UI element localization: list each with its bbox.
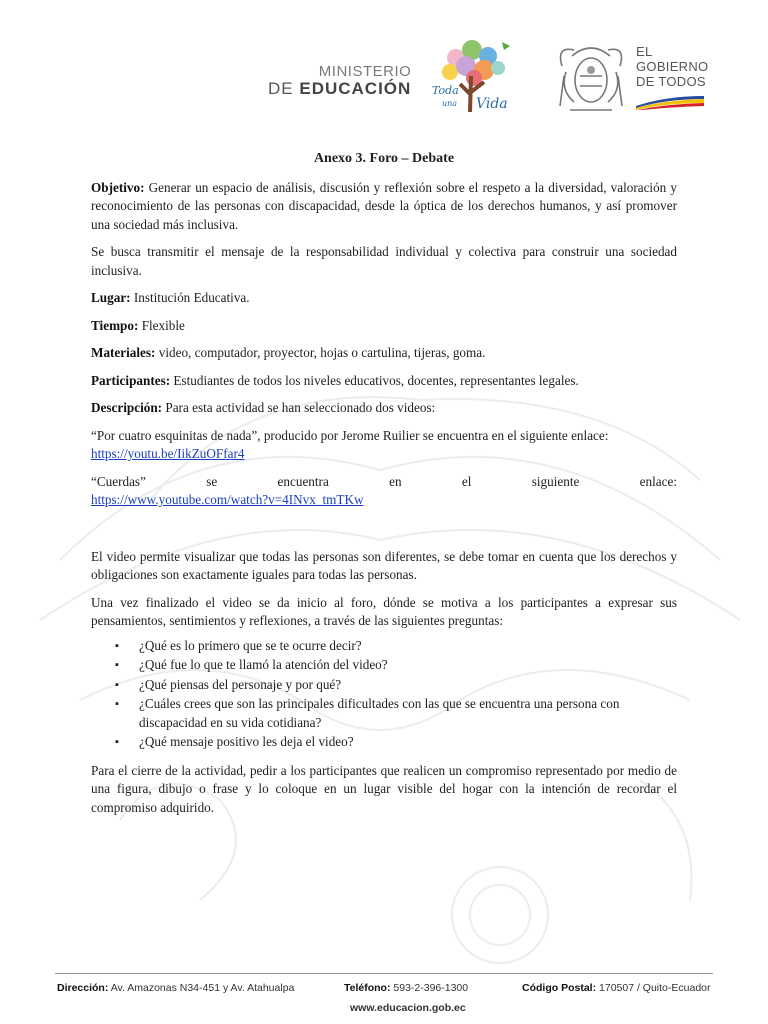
flag-stripes-icon bbox=[636, 94, 706, 110]
footer-telefono bbox=[344, 982, 468, 994]
tiempo-label: Tiempo: bbox=[91, 317, 139, 333]
video2-word: en bbox=[389, 473, 402, 489]
page-header bbox=[0, 0, 768, 130]
ministerio-logo bbox=[268, 64, 411, 98]
list-item: ▪ ¿Qué mensaje positivo les deja el video? bbox=[115, 733, 677, 752]
descripcion-text: Para esta actividad se han seleccionado dos videos: bbox=[162, 400, 436, 415]
descripcion-paragraph bbox=[91, 399, 677, 418]
video-permite-paragraph: El video permite visualizar que todas las personas son diferentes, se debe tomar en cuenta que los derechos y obligaciones son exactamente iguales para todas las personas. bbox=[91, 548, 677, 582]
footer-direccion bbox=[57, 982, 294, 994]
questions-list bbox=[91, 637, 677, 752]
gobierno-line-1: EL bbox=[636, 44, 653, 59]
tiempo-text: Flexible bbox=[138, 317, 185, 333]
footer-website-link[interactable]: www.educacion.gob.ec bbox=[350, 1002, 466, 1014]
video2-word: “Cuerdas” bbox=[91, 473, 146, 489]
svg-text:una: una bbox=[442, 99, 458, 108]
list-item: ▪ ¿Qué es lo primero que se te ocurre decir? bbox=[115, 637, 677, 656]
objetivo-label: Objetivo: bbox=[91, 179, 145, 195]
materiales-label: Materiales: bbox=[91, 345, 156, 360]
tiempo-paragraph bbox=[91, 317, 677, 336]
video2-word: encuentra bbox=[277, 473, 329, 489]
list-item: ▪ ¿Cuáles crees que son las principales dificultades con las que se encuentra una persona con discapacidad en su vida cotidiana? bbox=[115, 695, 677, 732]
direccion-value: Av. Amazonas N34-451 y Av. Atahualpa bbox=[108, 982, 295, 994]
lugar-text: Institución Educativa. bbox=[130, 290, 250, 305]
cierre-paragraph: Para el cierre de la actividad, pedir a los participantes que realicen un compromiso representado por medio de una figura, dibujo o frase y lo coloque en un lugar visible del hogar con la intención de recordar el compromiso adquirido. bbox=[91, 762, 677, 815]
postal-value: 170507 / Quito-Ecuador bbox=[596, 982, 711, 994]
ministerio-line2 bbox=[268, 80, 411, 98]
descripcion-label: Descripción: bbox=[91, 400, 163, 415]
footer-divider bbox=[55, 973, 713, 974]
telefono-value: 593-2-396-1300 bbox=[390, 982, 469, 994]
toda-una-vida-tree-icon bbox=[426, 36, 518, 116]
gobierno-line-2: GOBIERNO bbox=[636, 59, 709, 74]
participantes-label: Participantes: bbox=[91, 372, 171, 388]
gobierno-de-todos-logo bbox=[636, 44, 708, 89]
video2-link[interactable]: https://www.youtube.com/watch?v=4INvx_tmTKw bbox=[91, 492, 364, 507]
video1-text: “Por cuatro esquinitas de nada”, producido por Jerome Ruilier se encuentra en el siguiente enlace: bbox=[91, 427, 609, 443]
video2-paragraph bbox=[91, 473, 677, 510]
participantes-paragraph bbox=[91, 372, 677, 391]
lugar-paragraph bbox=[91, 289, 677, 308]
video2-word: enlace: bbox=[639, 473, 677, 489]
video1-link[interactable]: https://youtu.be/IikZuOFfar4 bbox=[91, 446, 245, 461]
postal-label: Código Postal: bbox=[522, 982, 597, 994]
mensaje-paragraph: Se busca transmitir el mensaje de la responsabilidad individual y colectiva para construir una sociedad inclusiva. bbox=[91, 244, 677, 278]
video1-paragraph bbox=[91, 427, 677, 464]
ecuador-coat-of-arms-icon bbox=[552, 36, 630, 116]
video2-word: siguiente bbox=[531, 473, 580, 489]
ministerio-de: DE bbox=[268, 79, 294, 98]
page-title: Anexo 3. Foro – Debate bbox=[313, 151, 455, 166]
materiales-text: video, computador, proyector, hojas o cartulina, tijeras, goma. bbox=[155, 345, 486, 360]
ministerio-educacion: EDUCACIÓN bbox=[299, 79, 412, 98]
svg-text:Vida: Vida bbox=[476, 96, 508, 112]
footer-postal bbox=[522, 982, 711, 994]
document-body bbox=[91, 150, 677, 826]
list-item: ▪ ¿Qué piensas del personaje y por qué? bbox=[115, 676, 677, 695]
ministerio-line1: MINISTERIO bbox=[318, 63, 412, 80]
video2-word: el bbox=[461, 473, 472, 489]
list-item: ▪ ¿Qué fue lo que te llamó la atención del video? bbox=[115, 656, 677, 675]
svg-text:Toda: Toda bbox=[432, 84, 459, 97]
lugar-label: Lugar: bbox=[91, 290, 131, 305]
materiales-paragraph bbox=[91, 344, 677, 363]
foro-intro-paragraph: Una vez finalizado el video se da inicio al foro, dónde se motiva a los participantes a expresar sus pensamientos, sentimientos y reflexiones, a través de las siguientes preguntas: bbox=[91, 594, 677, 628]
direccion-label: Dirección: bbox=[57, 982, 109, 994]
participantes-text: Estudiantes de todos los niveles educativos, docentes, representantes legales. bbox=[170, 372, 579, 388]
objetivo-text: Generar un espacio de análisis, discusión y reflexión sobre el respeto a la diversidad, valoración y reconocimiento de las personas con discapacidad, desde la óptica de los derechos humanos, y así promover una sociedad más inclusiva. bbox=[91, 179, 677, 232]
telefono-label: Teléfono: bbox=[344, 982, 391, 994]
video2-word: se bbox=[206, 473, 218, 489]
video2-text-line bbox=[91, 473, 677, 492]
gobierno-line-3: DE TODOS bbox=[636, 74, 706, 89]
objetivo-paragraph bbox=[91, 179, 677, 235]
